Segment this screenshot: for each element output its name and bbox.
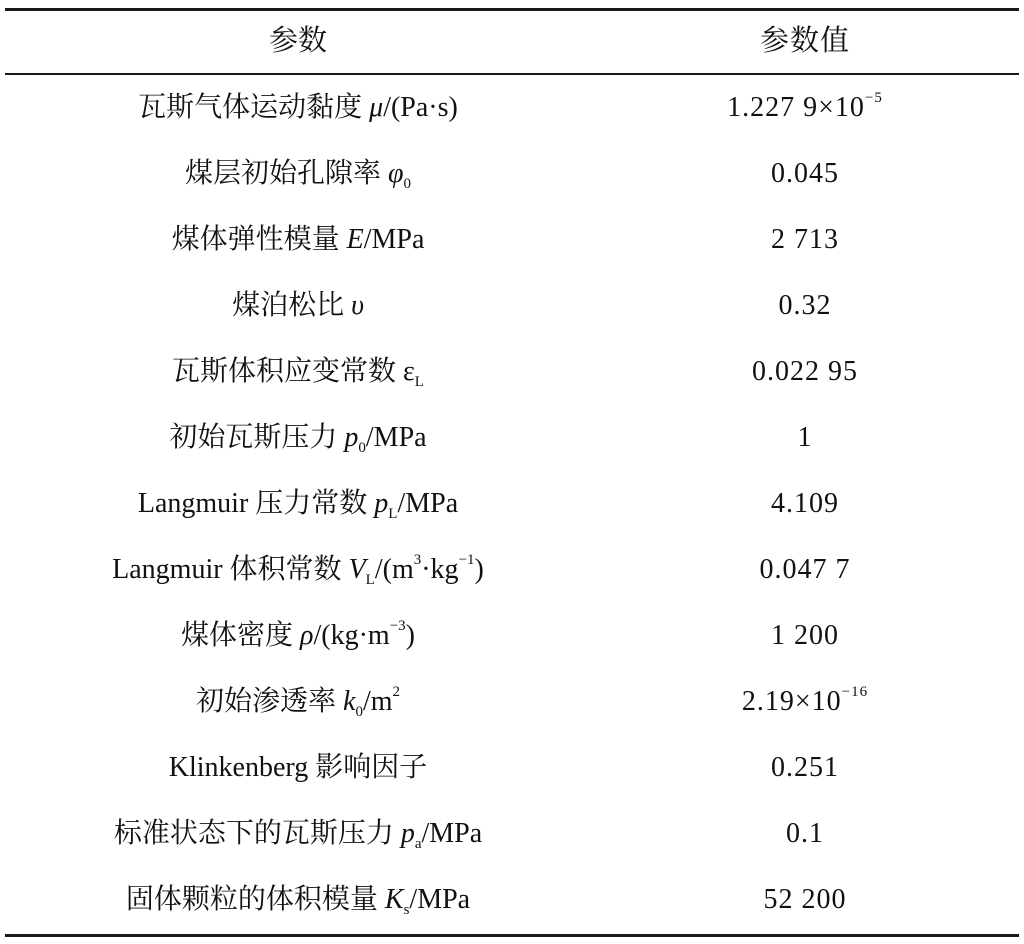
superscript: −1 (458, 552, 475, 568)
header-value: 参数值 (759, 25, 850, 57)
table-row (5, 669, 1019, 735)
text: /MPa (365, 422, 427, 453)
superscript: 3 (413, 552, 422, 568)
parameter-cell (5, 537, 591, 603)
text: 标准状态下的瓦斯压力 (113, 818, 401, 849)
symbol: k (343, 686, 356, 717)
table-bottom-rule (5, 934, 1019, 937)
parameter-cell (5, 603, 591, 669)
subscript: L (365, 572, 375, 588)
value-cell (591, 471, 1019, 537)
value-cell (591, 405, 1019, 471)
text: 固体颗粒的体积模量 (125, 884, 385, 915)
text: Klinkenberg 影响因子 (168, 752, 428, 783)
symbol: υ (351, 290, 364, 321)
value-cell (591, 735, 1019, 801)
value-cell (591, 603, 1019, 669)
text: 4.109 (771, 488, 839, 519)
text: 1 (797, 422, 813, 453)
superscript: −5 (864, 90, 883, 106)
text: /MPa (397, 488, 459, 519)
parameter-cell (5, 339, 591, 405)
superscript: −3 (389, 618, 406, 634)
text: /(kg·m (313, 620, 390, 651)
text: 瓦斯气体运动黏度 (138, 92, 370, 123)
text: 1.227 9×10 (727, 92, 865, 123)
symbol: E (346, 224, 364, 255)
text: 0.022 95 (752, 356, 858, 387)
parameter-cell (5, 669, 591, 735)
parameter-cell (5, 207, 591, 273)
table-row (5, 207, 1019, 273)
parameter-cell (5, 801, 591, 867)
text: /(Pa·s) (383, 92, 458, 123)
text: Langmuir 体积常数 (112, 554, 349, 585)
text: 煤体密度 (181, 620, 301, 651)
text: 煤泊松比 (232, 290, 352, 321)
value-cell (591, 75, 1019, 141)
text: Langmuir 压力常数 (137, 488, 375, 519)
text: 0.251 (771, 752, 839, 783)
parameter-cell (5, 75, 591, 141)
table-row (5, 471, 1019, 537)
text: 煤体弹性模量 (171, 224, 347, 255)
value-cell (591, 537, 1019, 603)
parameter-cell (5, 471, 591, 537)
table-row (5, 339, 1019, 405)
table-row (5, 537, 1019, 603)
subscript: s (403, 902, 410, 918)
value-cell (591, 273, 1019, 339)
parameter-cell (5, 405, 591, 471)
value-cell (591, 669, 1019, 735)
text: 2 713 (771, 224, 839, 255)
parameter-cell (5, 141, 591, 207)
table-row (5, 801, 1019, 867)
text: ·kg (421, 554, 459, 585)
table-row (5, 75, 1019, 141)
table-row (5, 735, 1019, 801)
subscript: L (414, 374, 424, 390)
text: /MPa (363, 224, 425, 255)
text: 0.045 (771, 158, 839, 189)
value-cell (591, 801, 1019, 867)
header-parameter: 参数 (268, 25, 327, 57)
text: 0.32 (778, 290, 832, 321)
parameter-cell (5, 735, 591, 801)
subscript: a (414, 836, 422, 852)
text: 1 200 (771, 620, 839, 651)
value-cell (591, 867, 1019, 933)
table-row (5, 867, 1019, 933)
table-header-row (5, 8, 1019, 74)
text: ) (405, 620, 415, 651)
table-row (5, 141, 1019, 207)
table-row (5, 273, 1019, 339)
text: 52 200 (763, 884, 847, 915)
text: 瓦斯体积应变常数 ε (172, 356, 415, 387)
text: /m (362, 686, 393, 717)
subscript: 0 (403, 176, 411, 192)
symbol: K (384, 884, 404, 915)
text: 初始瓦斯压力 (169, 422, 345, 453)
text: 0.1 (786, 818, 824, 849)
text: /(m (374, 554, 414, 585)
symbol: φ (388, 158, 404, 189)
symbol: p (374, 488, 389, 519)
superscript: 2 (392, 684, 400, 700)
symbol: V (348, 554, 366, 585)
text: 煤层初始孔隙率 (184, 158, 388, 189)
symbol: p (400, 818, 415, 849)
table-row (5, 603, 1019, 669)
text: /MPa (409, 884, 471, 915)
text: 初始渗透率 (195, 686, 343, 717)
symbol: μ (369, 92, 384, 123)
subscript: L (388, 506, 398, 522)
parameter-cell (5, 273, 591, 339)
text: 0.047 7 (759, 554, 851, 585)
value-cell (591, 339, 1019, 405)
value-cell (591, 141, 1019, 207)
parameter-cell (5, 867, 591, 933)
symbol: p (344, 422, 359, 453)
superscript: −16 (841, 684, 869, 700)
text: ) (474, 554, 484, 585)
table-row (5, 405, 1019, 471)
symbol: ρ (300, 620, 314, 651)
text: 2.19×10 (741, 686, 842, 717)
text: /MPa (421, 818, 483, 849)
value-cell (591, 207, 1019, 273)
subscript: 0 (355, 704, 363, 720)
subscript: 0 (358, 440, 366, 456)
